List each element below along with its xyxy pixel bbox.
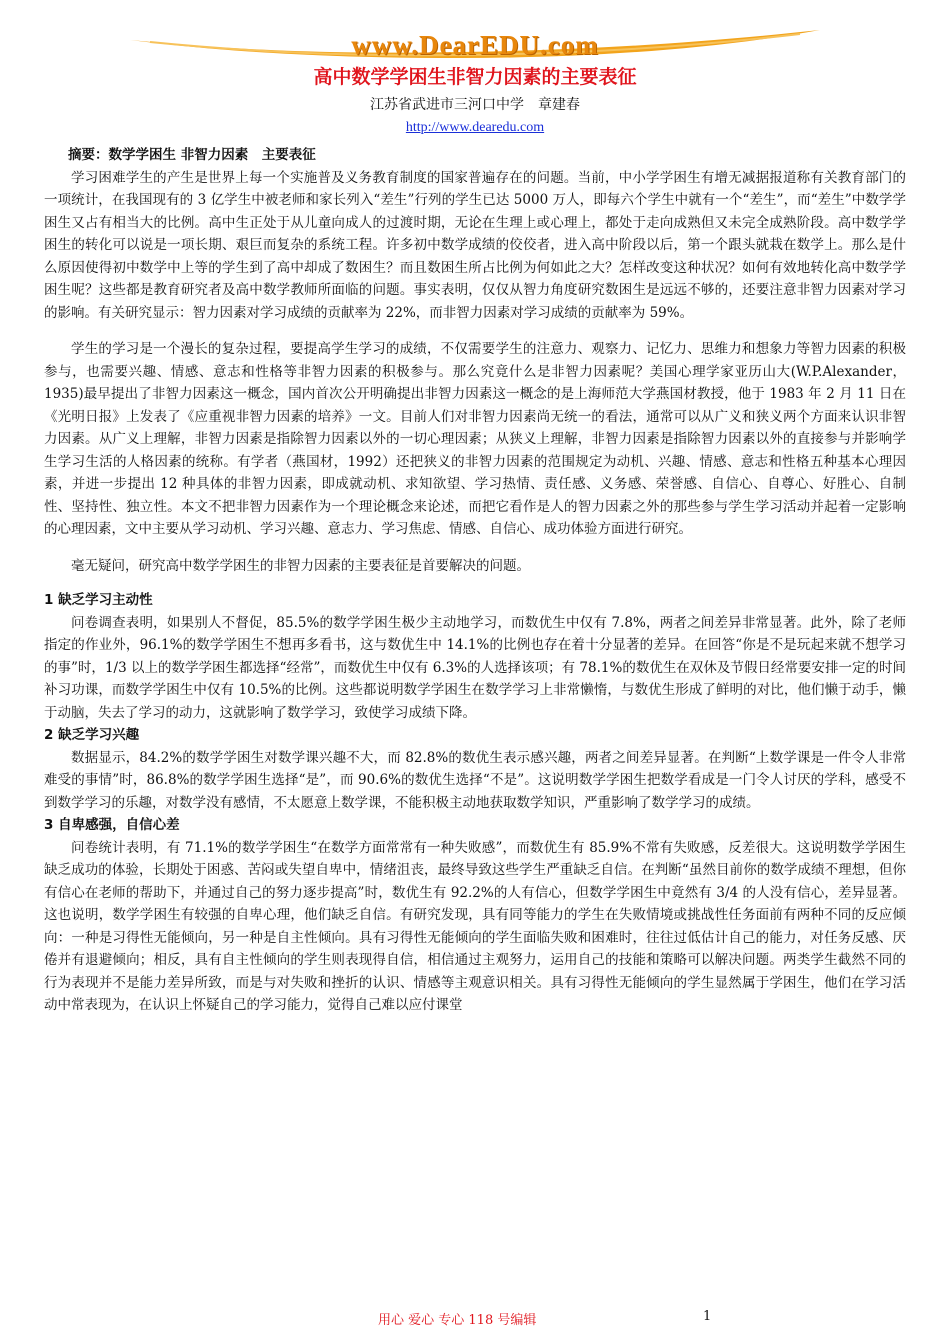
- section-heading-1: 1 缺乏学习主动性: [44, 592, 153, 608]
- footer-slogan: 用心 爱心 专心 118 号编辑: [378, 1313, 537, 1328]
- article-body: [44, 144, 906, 1017]
- source-url-line: [0, 119, 950, 136]
- source-link[interactable]: http://www.dearedu.com: [405, 120, 545, 135]
- site-logo: www.DearEDU.com: [351, 30, 599, 60]
- author-line: 江苏省武进市三河口中学 章建春: [370, 97, 580, 113]
- page-footer: [0, 1309, 950, 1329]
- section-body-2: 数据显示，84.2%的数学学困生对数学课兴趣不大，而 82.8%的数优生表示感兴趣，两者之间差异显著。在判断“上数学课是一件令人非常难受的事情”时，86.8%的数学学困生选择“是”，而 90.6%的数优生选择“不是”。这说明数学学困生把数学看成是一门令人讨厌的学科，感受不到数学学习的乐趣，对数学没有感情，不太愿意上数学课，不能积极主动地获取数学知识，严重影响了数学学习的成绩。: [44, 749, 906, 811]
- section-heading-3: 3 自卑感强，自信心差: [44, 817, 180, 833]
- intro-paragraph-2: 学生的学习是一个漫长的复杂过程，要提高学生学习的成绩，不仅需要学生的注意力、观察力、记忆力、思维力和想象力等智力因素的积极参与，也需要兴趣、情感、意志和性格等非智力因素的积极参与。那么究竟什么是非智力因素呢？美国心理学家亚历山大(W.P.Alexander，1935)最早提出了非智力因素这一概念，国内首次公开明确提出非智力因素这一概念的是上海师范大学燕国材教授，他于 1983 年 2 月 11 日在《光明日报》上发表了《应重视非智力因素的培养》一文。目前人们对非智力因素尚无统一的看法，通常可以从广义和狭义两个方面来认识非智力因素。从广义上理解，非智力因素是指除智力因素以外的一切心理因素；从狭义上理解，非智力因素是指除智力因素以外的直接参与并影响学生学习生活的人格因素的统称。有学者（燕国材，1992）还把狭义的非智力因素的范围规定为动机、兴趣、情感、意志和性格五种基本心理因素，并进一步提出 12 种具体的非智力因素，即成就动机、求知欲望、学习热情、责任感、义务感、荣誉感、自信心、自尊心、好胜心、自制性、坚持性、独立性。本文不把非智力因素作为一个理论概念来论述，而把它看作是人的智力因素之外的那些参与学生学习活动并起着一定影响的心理因素，文中主要从学习动机、学习兴趣、意志力、学习焦虑、情感、自信心、成功体验方面进行研究。: [44, 341, 906, 537]
- intro-paragraph-1: 学习困难学生的产生是世界上每一个实施普及义务教育制度的国家普遍存在的问题。当前，中小学学困生有增无减据报道称有关教育部门的一项统计，在我国现有的 3 亿学生中被老师和家长列入“差生”行列的学生已达 5000 万人，即每六个学生中就有一个“差生”，而“差生”中数学学困生又占有相当大的比例。高中生正处于从儿童向成人的过渡时期，无论在生理上或心理上，都处于走向成熟但又未完全成熟阶段。高中数学学困生的转化可以说是一项长期、艰巨而复杂的系统工程。许多初中数学成绩的佼佼者，进入高中阶段以后，第一个跟头就栽在数学上。那么是什么原因使得初中数学中上等的学生到了高中却成了数困生？而且数困生所占比例为何如此之大？怎样改变这种状况？如何有效地转化高中数学学困生呢？这些都是教育研究者及高中数学教师所面临的问题。事实表明，仅仅从智力角度研究数困生是远远不够的，还要注意非智力因素对学习的影响。有关研究显示：智力因素对学习成绩的贡献率为 22%，而非智力因素对学习成绩的贡献率为 59%。: [44, 169, 906, 321]
- page-title: 高中数学学困生非智力因素的主要表征: [313, 66, 637, 88]
- section-body-3: 问卷统计表明，有 71.1%的数学学困生“在数学方面常常有一种失败感”，而数优生有 85.9%不常有失败感，反差很大。这说明数学学困生缺乏成功的体验，长期处于困惑、苦闷或失望自卑中，情绪沮丧，最终导致这些学生严重缺乏自信。在判断“虽然目前你的数学成绩不理想，但你有信心在老师的帮助下，并通过自己的努力逐步提高”时，数优生有 92.2%的人有信心，但数学学困生中竟然有 3/4 的人没有信心，差异显著。这也说明，数学学困生有较强的自卑心理，他们缺乏自信。有研究发现，具有同等能力的学生在失败情境或挑战性任务面前有两种不同的反应倾向：一种是习得性无能倾向，另一种是自主性倾向。具有习得性无能倾向的学生面临失败和困难时，往往过低估计自己的能力，对任务反感、厌倦并有退避倾向；相反，具有自主性倾向的学生则表现得自信，相信通过主观努力，运用自己的技能和策略可以解决问题。两类学生截然不同的行为表现并不是能力差异所致，而是与对失败和挫折的认识、情感等主观意识相关。具有习得性无能倾向的学生显然属于学困生，他们在学习活动中常表现为，在认识上怀疑自己的学习能力，觉得自己难以应付课堂: [44, 839, 906, 1013]
- intro-paragraph-3: 毫无疑问，研究高中数学学困生的非智力因素的主要表征是首要解决的问题。: [71, 557, 530, 574]
- abstract-keywords: 摘要：数学学困生 非智力因素 主要表征: [68, 147, 316, 163]
- page-number: 1: [703, 1309, 712, 1324]
- section-body-1: 问卷调查表明，如果别人不督促，85.5%的数学学困生极少主动地学习，而数优生中仅有 7.8%，两者之间差异非常显著。此外，除了老师指定的作业外，96.1%的数学学困生不想再多看书，这与数优生中 14.1%的比例也存在着十分显著的差异。在回答“你是不是玩起来就不想学习的事”时，1/3 以上的数学学困生都选择“经常”，而数优生中仅有 6.3%的人选择该项；有 78.1%的数优生在双休及节假日经常要安排一定的时间补习功课，而数学学困生中仅有 10.5%的比例。这些都说明数学学困生在数学学习上非常懒惰，与数优生形成了鲜明的对比，他们懒于动手，懒于动脑，失去了学习的动力，这就影响了数学学习，致使学习成绩下降。: [44, 614, 906, 721]
- section-heading-2: 2 缺乏学习兴趣: [44, 727, 140, 743]
